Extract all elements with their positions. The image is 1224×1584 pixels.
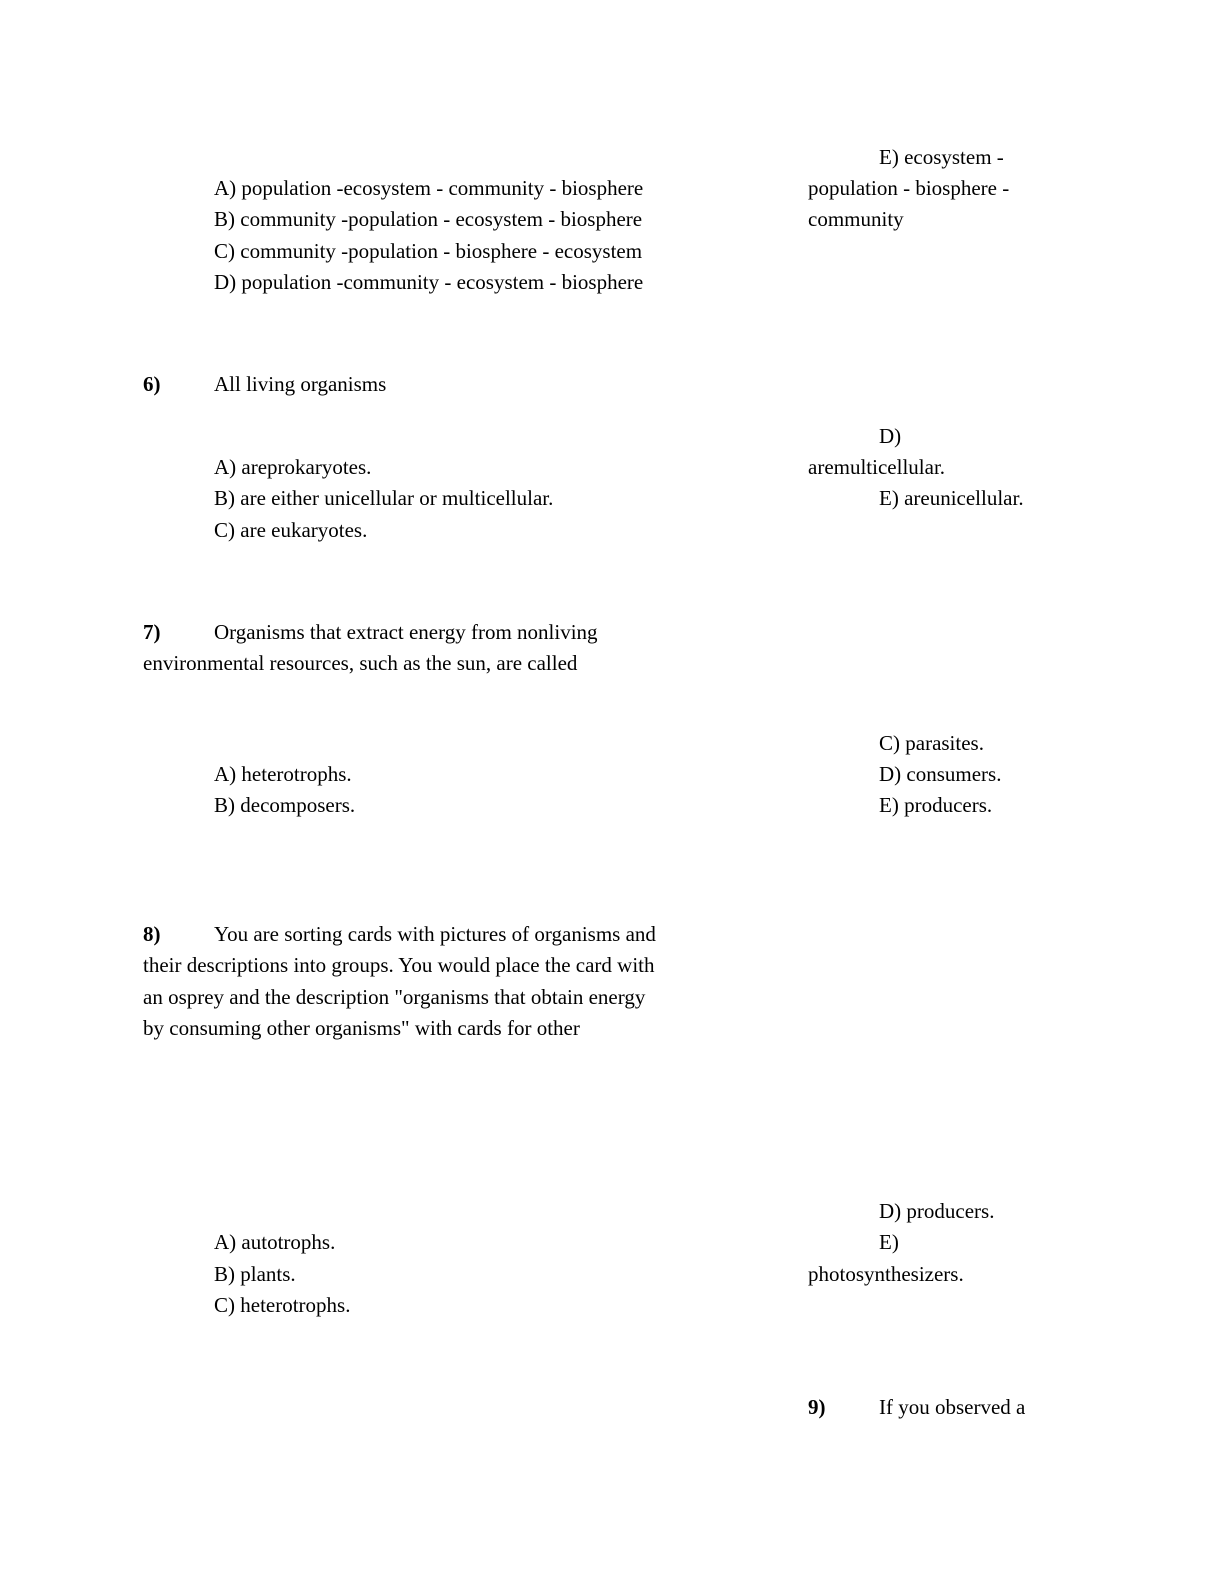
q6-option-e: E) areunicellular.	[879, 486, 1024, 510]
q7-number: 7)	[143, 620, 161, 644]
q8-option-e-text: photosynthesizers.	[808, 1262, 964, 1286]
q6-option-d-label: D)	[879, 424, 902, 448]
q6-number: 6)	[143, 372, 161, 396]
q8-option-e-label: E)	[879, 1230, 899, 1254]
q7-option-b: B) decomposers.	[214, 793, 356, 817]
q7-option-d: D) consumers.	[879, 762, 1002, 786]
q8-option-b: B) plants.	[214, 1262, 296, 1286]
q5-option-a: A) population -ecosystem - community - biosphere	[214, 176, 644, 200]
q9-number: 9)	[808, 1395, 826, 1419]
q6-stem: All living organisms	[214, 372, 387, 396]
q7-stem-line2: environmental resources, such as the sun, are called	[143, 651, 578, 675]
q7-stem-line1: Organisms that extract energy from nonliving	[214, 620, 598, 644]
q5-option-e-line2: population - biosphere -	[808, 176, 1010, 200]
q5-option-b: B) community -population - ecosystem - biosphere	[214, 207, 643, 231]
q7-option-e: E) producers.	[879, 793, 993, 817]
q5-option-e-line1: E) ecosystem -	[879, 145, 1004, 169]
q6-option-d-text: aremulticellular.	[808, 455, 946, 479]
q6-option-b: B) are either unicellular or multicellular.	[214, 486, 554, 510]
q5-option-d: D) population -community - ecosystem - biosphere	[214, 270, 644, 294]
q8-option-d: D) producers.	[879, 1199, 995, 1223]
q9-stem: If you observed a	[879, 1395, 1026, 1419]
q8-option-c: C) heterotrophs.	[214, 1293, 351, 1317]
q8-stem-line4: by consuming other organisms" with cards for other	[143, 1016, 580, 1040]
q6-option-c: C) are eukaryotes.	[214, 518, 368, 542]
q8-stem-line2: their descriptions into groups. You would place the card with	[143, 953, 655, 977]
q6-option-a: A) areprokaryotes.	[214, 455, 372, 479]
q8-option-a: A) autotrophs.	[214, 1230, 336, 1254]
q8-number: 8)	[143, 922, 161, 946]
q5-option-c: C) community -population - biosphere - ecosystem	[214, 239, 643, 263]
q7-option-c: C) parasites.	[879, 731, 984, 755]
q8-stem-line3: an osprey and the description "organisms that obtain energy	[143, 985, 646, 1009]
q8-stem-line1: You are sorting cards with pictures of organisms and	[214, 922, 656, 946]
q5-option-e-line3: community	[808, 207, 904, 231]
q7-option-a: A) heterotrophs.	[214, 762, 352, 786]
